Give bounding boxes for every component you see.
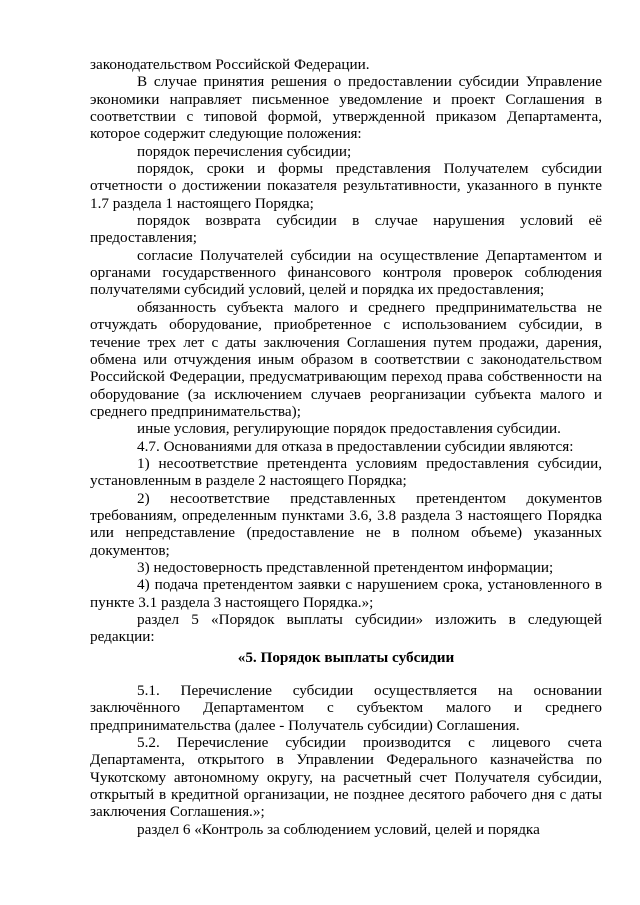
list-item-reporting-procedure: порядок, сроки и формы представления Получателем субсидии отчетности о достижении показателя результативности, указанного в пункте 1.7 раздела 1 настоящего Порядка; [90,160,602,212]
list-item-other-conditions: иные условия, регулирующие порядок предоставления субсидии. [137,420,561,438]
paragraph-agreement-intro: В случае принятия решения о предоставлении субсидии Управление экономики направляет письменное уведомление и проект Соглашения в соответствии с типовой формой, утвержденной приказом Департамента, которое содержит следующие положения: [90,73,602,143]
list-item-refusal-3: 3) недостоверность представленной претендентом информации; [137,558,554,576]
list-item-consent-to-audits: согласие Получателей субсидии на осуществление Департаментом и органами государственного финансового контроля проверок соблюдения получателями субсидий условий, целей и порядка их предоставления; [90,246,602,299]
list-item-equipment-obligation: обязанность субъекта малого и среднего предпринимательства не отчуждать оборудование, приобретенное с использованием субсидии, в течение трех лет с даты заключения Соглашения путем продажи, дарения, обмена или отчуждения иным образом в соответствии с законодательством Российской Федерации, предусматривающим переход права собственности на оборудование (за исключением случаев реорганизации субъекта малого и среднего предпринимательства); [90,298,602,420]
section-heading: «5. Порядок выплаты субсидии [237,648,455,666]
paragraph-5-1: 5.1. Перечисление субсидии осуществляется на основании заключённого Департаментом с субъектом малого и среднего предпринимательства (далее - Получатель субсидии) Соглашения. [90,682,602,734]
paragraph-continuation: законодательством Российской Федерации. [90,56,370,73]
paragraph-refusal-grounds: 4.7. Основаниями для отказа в предоставлении субсидии являются: [137,437,574,455]
list-item-refusal-2: 2) несоответствие представленных претендентом документов требованиям, определенным пунктами 3.6, 3.8 раздела 3 настоящего Порядка или непредставление (предоставление не в полном объеме) указанных документов; [90,489,602,559]
list-item-transfer-procedure: порядок перечисления субсидии; [137,142,352,160]
list-item-refusal-4: 4) подача претендентом заявки с нарушением срока, установленного в пункте 3.1 раздела 3 настоящего Порядка.»; [90,576,602,611]
list-item-refusal-1: 1) несоответствие претендента условиям предоставления субсидии, установленным в разделе 2 настоящего Порядка; [90,454,602,490]
spacer [90,666,602,682]
paragraph-section-5-amendment: раздел 5 «Порядок выплаты субсидии» изложить в следующей редакции: [90,611,602,646]
document-page [90,56,602,838]
paragraph-5-2: 5.2. Перечисление субсидии производится с лицевого счета Департамента, открытого в Управлении Федерального казначейства по Чукотскому автономному округу, на расчетный счет Получателя субсидии, открытый в кредитной организации, не позднее десятого рабочего дня с даты заключения Соглашения.»; [90,734,602,821]
list-item-return-procedure: порядок возврата субсидии в случае нарушения условий её предоставления; [90,212,602,247]
paragraph-section-6-amendment: раздел 6 «Контроль за соблюдением условий, целей и порядка [137,820,540,838]
